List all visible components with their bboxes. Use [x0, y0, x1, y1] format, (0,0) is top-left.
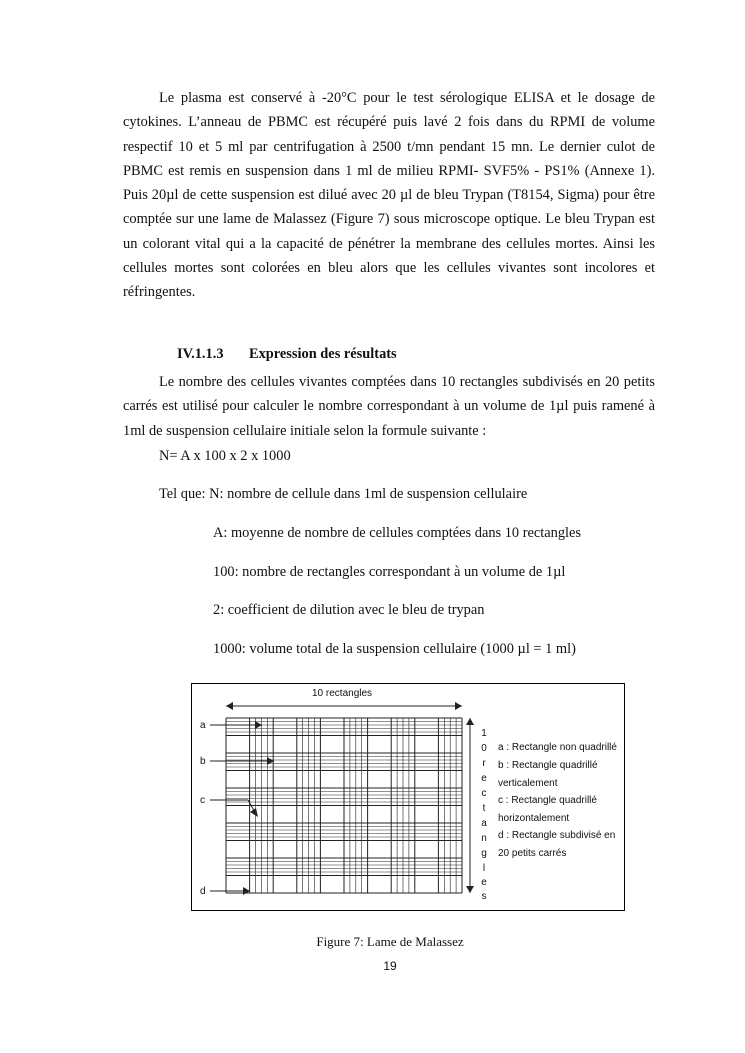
- vertical-label-char: 1: [481, 728, 487, 739]
- section-number: IV.1.1.3: [177, 346, 224, 362]
- legend-item-c: c : Rectangle quadrillé horizontalement: [498, 795, 597, 824]
- vertical-label-char: l: [482, 863, 486, 874]
- pointer-arrow-head-c: [250, 808, 258, 817]
- vertical-label-char: r: [482, 758, 486, 769]
- section-title: Expression des résultats: [249, 346, 397, 362]
- vertical-label-char: e: [481, 877, 487, 888]
- top-label: 10 rectangles: [312, 688, 373, 699]
- vertical-label-char: a: [481, 818, 487, 829]
- side-letter-d: d: [200, 886, 206, 897]
- vertical-label-char: n: [481, 833, 487, 844]
- legend-item-a: a : Rectangle non quadrillé: [498, 742, 617, 753]
- side-letter-a: a: [200, 720, 206, 731]
- page-number: 19: [383, 959, 397, 973]
- vertical-label-char: c: [481, 788, 487, 799]
- top-arrow-head-right: [455, 702, 462, 710]
- paragraph-plasma-text: Le plasma est conservé à -20°C pour le test sérologique ELISA et le dosage de cytokines. L’anneau de PBMC est récupéré puis lavé 2 fois dans du RPMI de volume respectif 10 et 5 ml par centrifugation à 2500 t/mn pendant 15 mn. Le dernier culot de PBMC est remis en suspension dans 1 ml de milieu RPMI- SVF5% - PS1% (Annexe 1). Puis 20µl de cette suspension est dilué avec 20 µl de bleu Trypan (T8154, Sigma) pour être comptée sur une lame de Malassez (Figure 7) sous microscope optique. Le bleu Trypan est un colorant vital qui a la capacité de pénétrer la membrane des cellules mortes. Ainsi les cellules mortes sont colorées en bleu alors que les cellules vivantes sont incolores et réfringentes.: [123, 90, 655, 301]
- pointer-arrow-head-a: [255, 721, 262, 729]
- paragraph-plasma: [123, 86, 655, 305]
- vertical-label-char: s: [481, 891, 487, 902]
- paragraph-results: [123, 370, 655, 443]
- definition-item: 100: nombre de rectangles correspondant à un volume de 1µl: [213, 564, 566, 580]
- legend-item-b: b : Rectangle quadrillé verticalement: [498, 760, 598, 789]
- paragraph-results-text: Le nombre des cellules vivantes comptées dans 10 rectangles subdivisés en 20 petits carrés est utilisé pour calculer le nombre correspondant à un volume de 1µl puis ramené à 1ml de suspension cellulaire initiale selon la formule suivante :: [123, 374, 655, 439]
- legend-item-d: d : Rectangle subdivisé en 20 petits carrés: [498, 830, 616, 859]
- section-heading: [177, 346, 397, 363]
- definition-item: 1000: volume total de la suspension cellulaire (1000 µl = 1 ml): [213, 641, 576, 657]
- side-arrow-head-bottom: [466, 886, 474, 893]
- definition-item: A: moyenne de nombre de cellules comptées dans 10 rectangles: [213, 525, 582, 541]
- definition-item: 2: coefficient de dilution avec le bleu de trypan: [213, 602, 485, 618]
- pointer-arrow-head-d: [243, 887, 250, 895]
- malassez-figure: [191, 683, 625, 911]
- side-arrow-head-top: [466, 718, 474, 725]
- formula: N= A x 100 x 2 x 1000: [159, 448, 291, 464]
- vertical-label-char: e: [481, 773, 487, 784]
- vertical-label-char: g: [481, 848, 487, 859]
- definition-intro: Tel que: N: nombre de cellule dans 1ml de suspension cellulaire: [159, 486, 528, 502]
- vertical-label-char: t: [482, 803, 486, 814]
- side-letter-c: c: [200, 795, 205, 806]
- top-arrow-head-left: [226, 702, 233, 710]
- vertical-label-char: 0: [481, 743, 487, 754]
- figure-caption: Figure 7: Lame de Malassez: [316, 934, 464, 949]
- side-letter-b: b: [200, 756, 206, 767]
